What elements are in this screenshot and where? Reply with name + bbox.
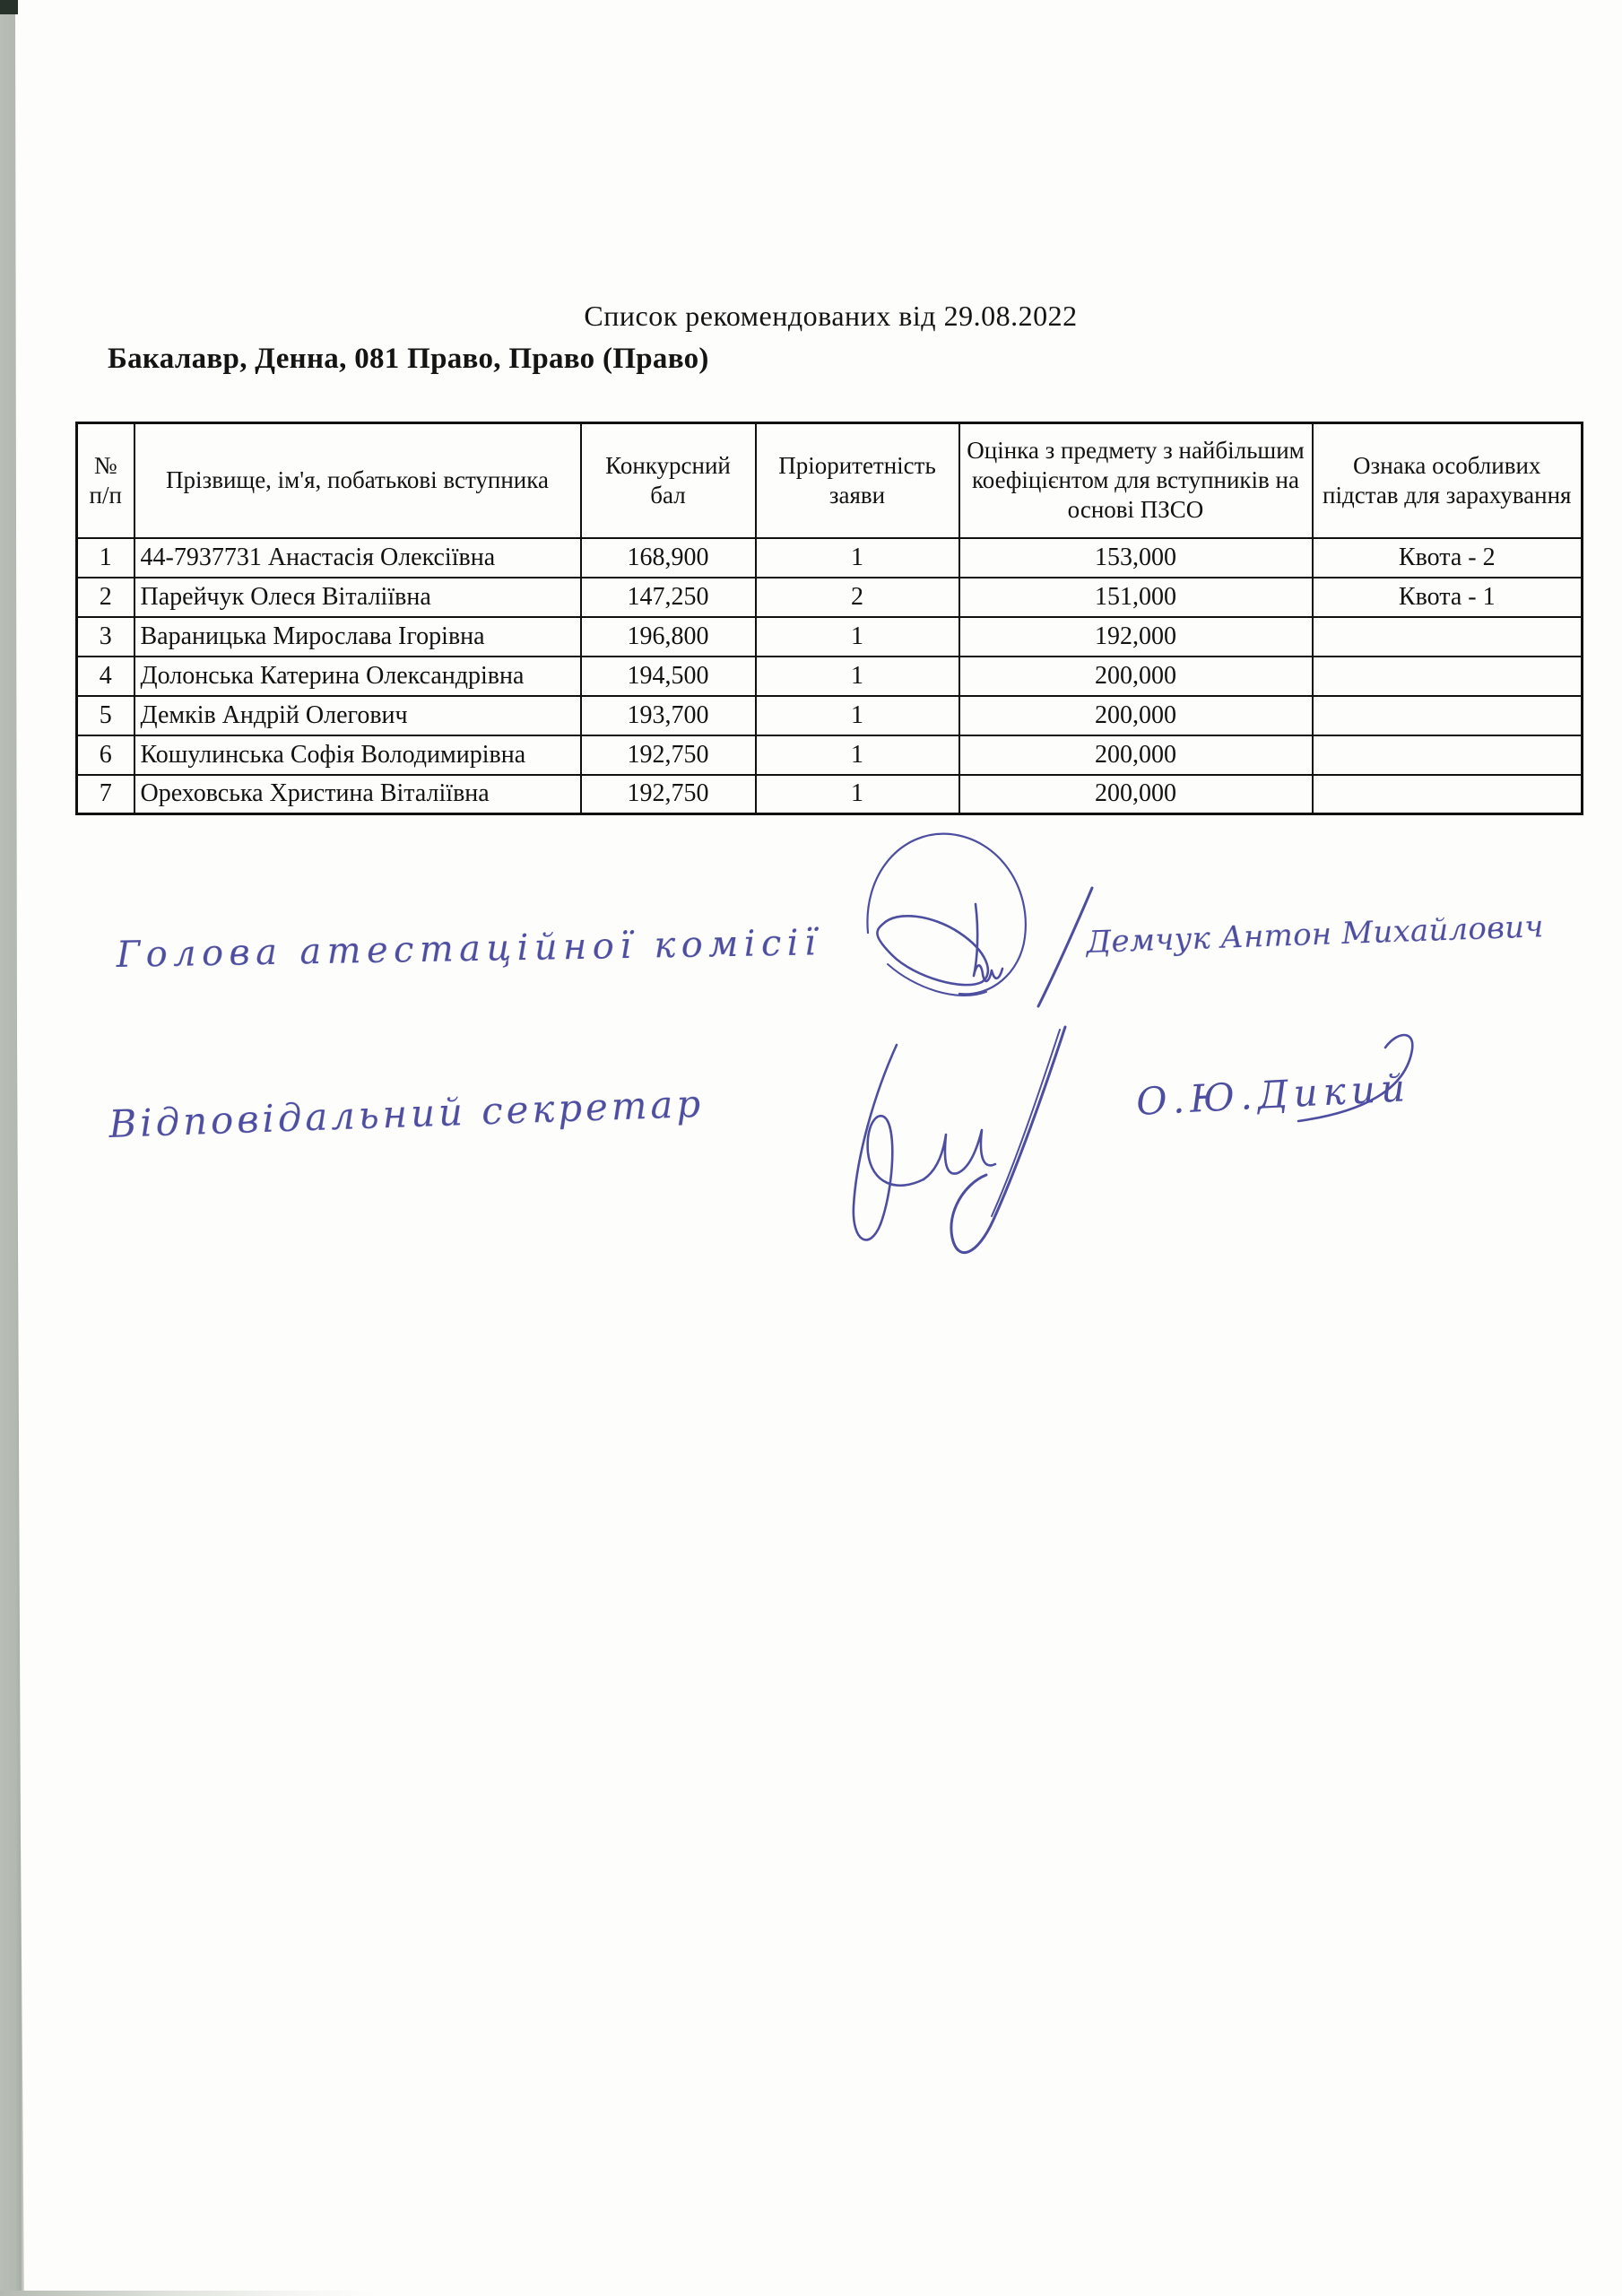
cell-subject: 200,000 <box>959 735 1313 775</box>
cell-name: Вараницька Мирослава Ігорівна <box>134 617 581 657</box>
cell-priority: 1 <box>756 775 959 814</box>
cell-name: Долонська Катерина Олександрівна <box>134 657 581 696</box>
signature-role-secretary: Відповідальний секретар <box>108 1081 701 1146</box>
cell-subject: 192,000 <box>959 617 1313 657</box>
cell-number: 1 <box>77 538 134 578</box>
table-header-row <box>77 423 1583 538</box>
cell-priority: 1 <box>756 657 959 696</box>
cell-score: 194,500 <box>581 657 756 696</box>
table-row <box>77 735 1583 775</box>
cell-name: 44-7937731 Анастасія Олексіївна <box>134 538 581 578</box>
cell-name: Ореховська Христина Віталіївна <box>134 775 581 814</box>
cell-quota: Квота - 1 <box>1313 578 1583 617</box>
cell-name: Парейчук Олеся Віталіївна <box>134 578 581 617</box>
cell-number: 5 <box>77 696 134 735</box>
col-header-priority: Пріоритетність заяви <box>756 423 959 538</box>
scan-corner-mark <box>0 0 18 14</box>
secretary-signature-stroke <box>924 1130 995 1179</box>
cell-subject: 151,000 <box>959 578 1313 617</box>
col-header-name: Прізвище, ім'я, побатькові вступника <box>134 423 581 538</box>
cell-quota <box>1313 657 1583 696</box>
page-title: Список рекомендованих від 29.08.2022 <box>584 300 1078 332</box>
table-row <box>77 578 1583 617</box>
signature-name-secretary: О.Ю.Дикий <box>1134 1065 1407 1124</box>
table-row <box>77 617 1583 657</box>
head-signature-stroke <box>877 916 987 985</box>
cell-quota <box>1313 735 1583 775</box>
cell-subject: 200,000 <box>959 657 1313 696</box>
cell-quota <box>1313 617 1583 657</box>
secretary-signature-stroke <box>992 1030 1060 1216</box>
signature-role-head: Голова атестаційної комісії <box>116 922 817 976</box>
cell-subject: 153,000 <box>959 538 1313 578</box>
secretary-signature-stroke <box>951 1027 1065 1253</box>
cell-score: 168,900 <box>581 538 756 578</box>
cell-priority: 1 <box>756 617 959 657</box>
cell-score: 192,750 <box>581 775 756 814</box>
cell-priority: 1 <box>756 696 959 735</box>
applicants-table <box>75 422 1583 815</box>
head-signature-slash <box>1038 888 1092 1006</box>
table-row <box>77 657 1583 696</box>
col-header-number: № п/п <box>77 423 134 538</box>
cell-subject: 200,000 <box>959 696 1313 735</box>
cell-quota: Квота - 2 <box>1313 538 1583 578</box>
col-header-score: Конкурсний бал <box>581 423 756 538</box>
col-header-quota: Ознака особливих підстав для зарахування <box>1313 423 1583 538</box>
cell-name: Демків Андрій Олегович <box>134 696 581 735</box>
cell-score: 192,750 <box>581 735 756 775</box>
cell-number: 2 <box>77 578 134 617</box>
cell-score: 196,800 <box>581 617 756 657</box>
signatures-block <box>0 798 1622 1318</box>
table-row <box>77 696 1583 735</box>
col-header-subject: Оцінка з предмету з найбільшим коефіцієнтом для вступників на основі ПЗСО <box>959 423 1313 538</box>
table-row <box>77 538 1583 578</box>
cell-name: Кошулинська Софія Володимирівна <box>134 735 581 775</box>
cell-number: 7 <box>77 775 134 814</box>
cell-priority: 1 <box>756 735 959 775</box>
cell-number: 6 <box>77 735 134 775</box>
page-subtitle: Бакалавр, Денна, 081 Право, Право (Право) <box>108 343 709 375</box>
secretary-signature-stroke <box>854 1045 924 1239</box>
cell-score: 147,250 <box>581 578 756 617</box>
cell-subject: 200,000 <box>959 775 1313 814</box>
cell-priority: 2 <box>756 578 959 617</box>
cell-priority: 1 <box>756 538 959 578</box>
scan-bottom-edge <box>0 2291 377 2296</box>
cell-number: 4 <box>77 657 134 696</box>
cell-quota <box>1313 696 1583 735</box>
cell-number: 3 <box>77 617 134 657</box>
signature-name-head: Демчук Антон Михайлович <box>1085 909 1545 961</box>
cell-score: 193,700 <box>581 696 756 735</box>
